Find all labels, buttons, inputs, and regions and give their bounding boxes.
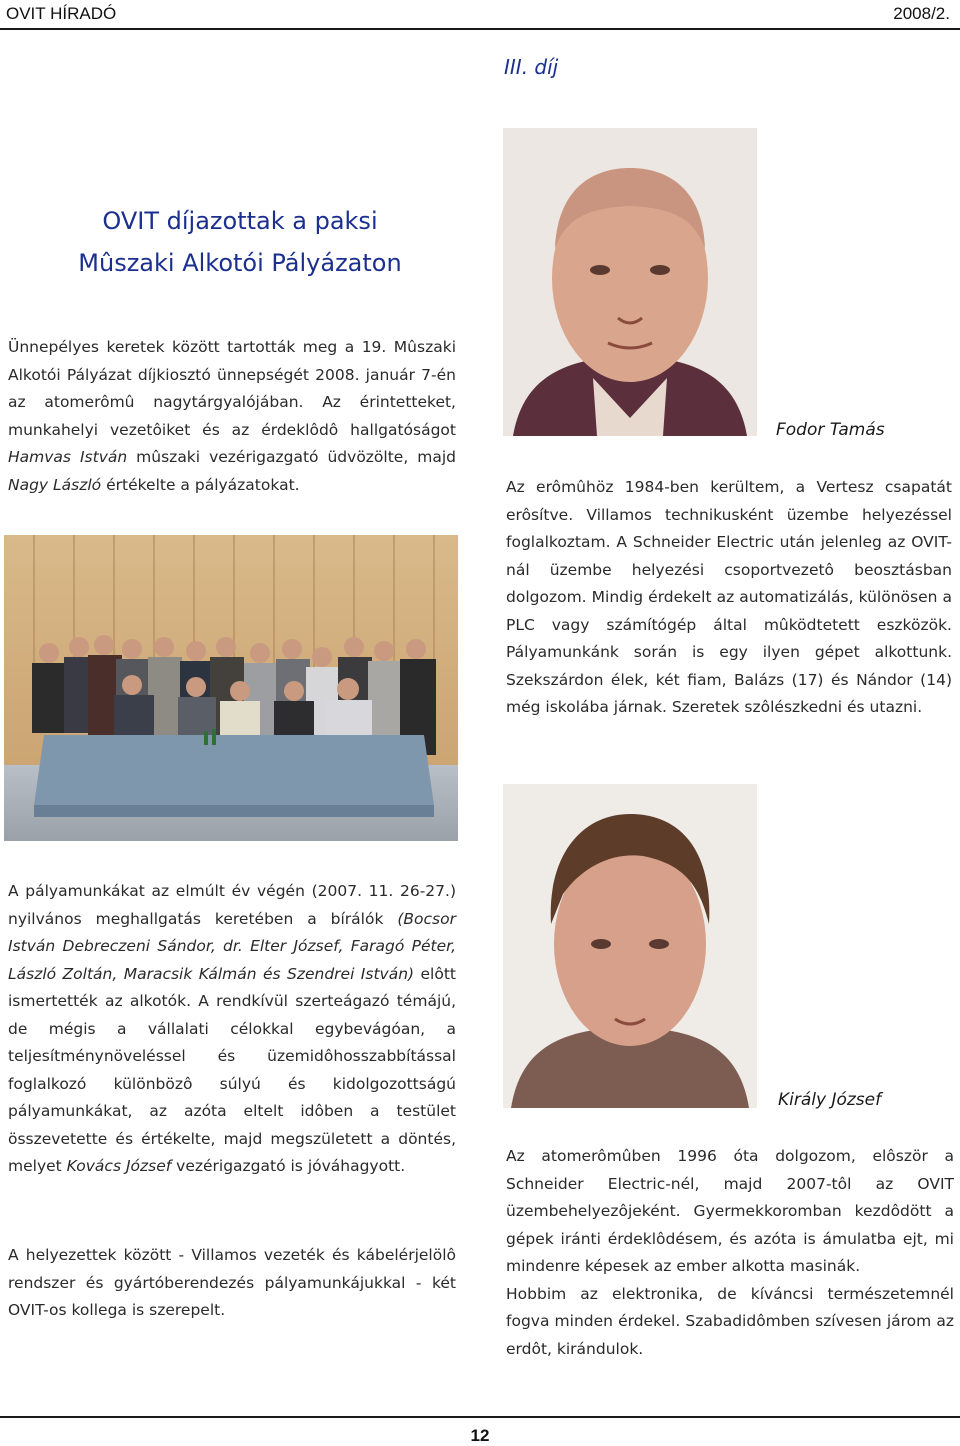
- footer-divider: [0, 1416, 960, 1418]
- portrait-kiraly-jozsef: [503, 784, 757, 1108]
- publication-title: OVIT HÍRADÓ: [6, 4, 117, 23]
- person-2-bio-paragraph-1: Az atomerômûben 1996 óta dolgozom, elôször a Schneider Electric-nél, majd 2007-tôl az OVIT üzembehelyezôjeként. Gyermekkoromban kezdôdött a gépek iránti érdeklôdésem, és azóta is ámulatba ejt, mi mindenre képesek az ember alkotta masinák.: [506, 1147, 954, 1275]
- page-header: [0, 0, 960, 30]
- person-2-bio: [506, 1143, 954, 1363]
- page-number: 12: [470, 1426, 490, 1445]
- portrait-2-caption: Király József: [778, 1090, 882, 1110]
- award-label: III. díj: [504, 55, 559, 79]
- intro-paragraph: Ünnepélyes keretek között tartották meg a 19. Mûszaki Alkotói Pályázat díjkiosztó ünnepségét 2008. január 7-én az atomerômû nagytárgyalójában. Az érintetteket, munkahelyi vezetôiket és az érdeklôdô hallgatóságot Hamvas István mûszaki vezérigazgató üdvözölte, majd Nagy László értékelte a pályázatokat.: [8, 338, 456, 494]
- body-paragraph-2: A helyezettek között - Villamos vezeték és kábelérjelölô rendszer és gyártóberendezés pályamunkájukkal - két OVIT-os kollega is szerepelt.: [8, 1246, 456, 1319]
- issue-number: 2008/2.: [893, 4, 950, 23]
- article-title-line2: Mûszaki Alkotói Pályázaton: [78, 249, 402, 277]
- article-title: [40, 200, 440, 284]
- portrait-fodor-tamas: [503, 128, 757, 436]
- person-1-bio: Az erômûhöz 1984-ben kerültem, a Vertesz csapatát erôsítve. Villamos technikusként üzembe helyezéssel foglalkoztam. A Schneider Electric után jelenleg az OVIT-nál üzembe helyezési csoportvezetô beosztásban dolgozom. Mindig érdekelt az automatizálás, különösen a PLC vagy számítógép által mûködtetett eszközök. Pályamunkánk során is egy ilyen gépet alkottunk. Szekszárdon élek, két fiam, Balázs (17) és Nándor (14) még iskolába járnak. Szeretek szôlészkedni és utazni.: [506, 478, 952, 716]
- group-photo: [4, 535, 458, 841]
- portrait-1-caption: Fodor Tamás: [776, 420, 885, 440]
- article-title-line1: OVIT díjazottak a paksi: [102, 207, 378, 235]
- body-paragraph-1: A pályamunkákat az elmúlt év végén (2007. 11. 26-27.) nyilvános meghallgatás keretében a bírálók (Bocsor István Debreczeni Sándor, dr. Elter József, Faragó Péter, László Zoltán, Maracsik Kálmán és Szendrei István) elôtt ismertették az alkotók. A rendkívül szerteágazó témájú, de mégis a vállalati célokkal egybevágóan, a teljesítménynöveléssel és üzemidôhosszabbítással foglalkozó különbözô súlyú és kidolgozottságú pályamunkákat, az azóta eltelt idôben a testület összevetette és értékelte, majd megszületett a döntés, melyet Kovács József vezérigazgató is jóváhagyott.: [8, 882, 456, 1175]
- person-2-bio-paragraph-2: Hobbim az elektronika, de kíváncsi természetemnél fogva minden érdekel. Szabadidômben szívesen járom az erdôt, kirándulok.: [506, 1284, 954, 1358]
